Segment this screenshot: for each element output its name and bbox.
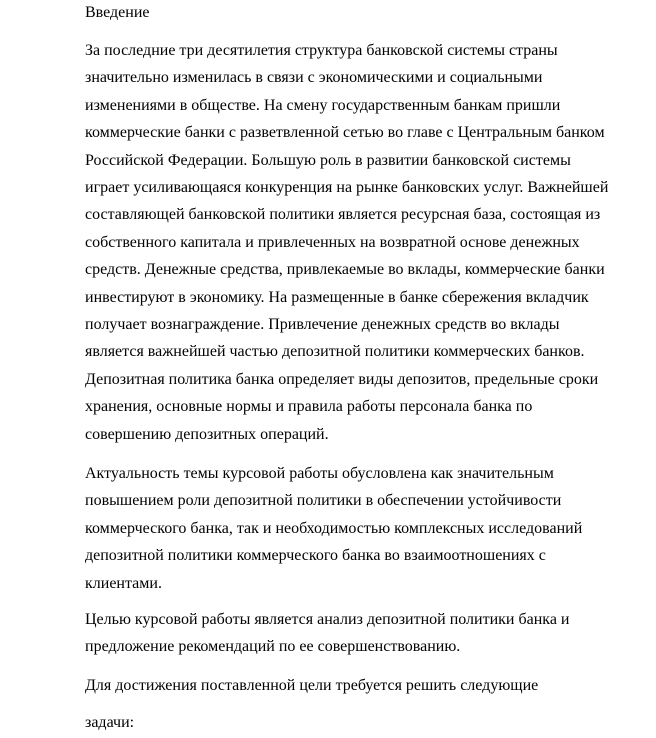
paragraph-tasks-label <box>85 709 625 736</box>
paragraph-introduction <box>85 37 625 448</box>
text-line: Целью курсовой работы является анализ депозитной политики банка и <box>85 611 570 628</box>
text-line: предложение рекомендаций по ее совершенствованию. <box>85 638 461 656</box>
paragraph-tasks-intro <box>85 672 625 699</box>
text-line: средств. Денежные средства, привлекаемые во вклады, коммерческие банки <box>85 261 605 279</box>
text-line: Российской Федерации. Большую роль в развитии банковской системы <box>85 151 571 169</box>
text-line: хранения, основные нормы и правила работы персонала банка по <box>85 398 533 416</box>
text-line: играет усиливающаяся конкуренция на рынке банковских услуг. Важнейшей <box>85 179 609 197</box>
text-line: Депозитная политика банка определяет виды депозитов, предельные сроки <box>85 370 599 388</box>
text-line: Актуальность темы курсовой работы обусловлена как значительным <box>85 465 554 482</box>
paragraph-relevance <box>85 460 625 597</box>
paragraph-goal <box>85 606 625 661</box>
text-line: собственного капитала и привлеченных на возвратной основе денежных <box>85 233 580 251</box>
text-line: значительно изменилась в связи с экономическими и социальными <box>85 69 543 87</box>
text-line: инвестируют в экономику. На размещенные в банке сбережения вкладчик <box>85 288 589 306</box>
text-line: За последние три десятилетия структура банковской системы страны <box>85 42 558 59</box>
text-line: коммерческие банки с разветвленной сетью во главе с Центральным банком <box>85 124 605 142</box>
text-line: составляющей банковской политики является ресурсная база, состоящая из <box>85 206 601 224</box>
text-line: повышением роли депозитной политики в обеспечении устойчивости <box>85 492 562 510</box>
text-line: коммерческого банка, так и необходимостью комплексных исследований <box>85 519 583 537</box>
text-line: получает вознаграждение. Привлечение денежных средств во вклады <box>85 316 560 334</box>
text-line: изменениями в обществе. На смену государственным банкам пришли <box>85 96 561 114</box>
text-line: задачи: <box>85 714 135 731</box>
text-line: является важнейшей частью депозитной политики коммерческих банков. <box>85 343 585 361</box>
text-line: совершению депозитных операций. <box>85 425 329 443</box>
text-line: клиентами. <box>85 574 162 592</box>
text-line: депозитной политики коммерческого банка во взаимоотношениях с <box>85 547 546 565</box>
document-heading: Введение <box>85 4 150 21</box>
text-line: Для достижения поставленной цели требуется решить следующие <box>85 677 539 694</box>
